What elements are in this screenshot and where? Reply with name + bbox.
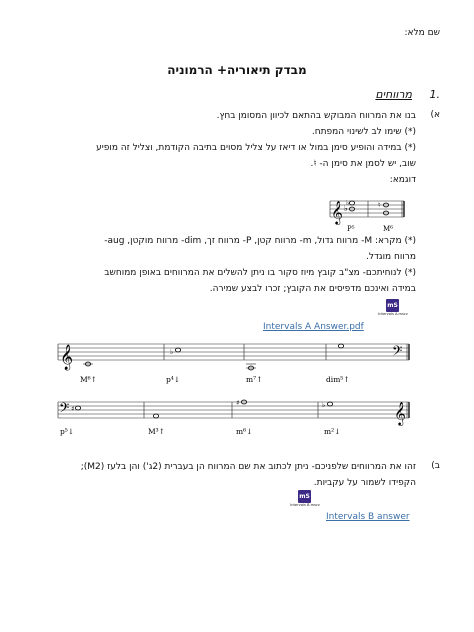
interval-label: M⁶↑ bbox=[80, 375, 97, 384]
svg-text:♭: ♭ bbox=[344, 204, 348, 213]
svg-text:♯: ♯ bbox=[236, 399, 240, 407]
interval-label: m⁶↓ bbox=[236, 427, 253, 436]
instruction-line: זהו את המרווחים שלפניכם- ניתן לכתוב את שם המרווח הן בעברית (2ג') והן בלעז (M2); bbox=[80, 462, 416, 472]
staff-treble bbox=[56, 336, 411, 388]
interval-label: m⁷↑ bbox=[246, 375, 263, 384]
instruction-line: (*) שימו לב לשינוי המפתח. bbox=[311, 127, 416, 137]
interval-label: dim⁵↑ bbox=[326, 375, 350, 384]
treble-clef-icon: 𝄞 bbox=[60, 345, 74, 370]
instruction-line: הקפידו לשמור על עקביות. bbox=[313, 478, 416, 488]
page-title: מבדק תיאוריה+ הרמוניה bbox=[167, 63, 307, 77]
svg-text:♭: ♭ bbox=[346, 199, 350, 207]
staff-bass bbox=[56, 394, 411, 440]
file-caption: Intervals B.mscz bbox=[290, 503, 320, 507]
instruction-line: דוגמא: bbox=[389, 175, 416, 185]
treble-clef-icon: 𝄞 bbox=[394, 401, 406, 425]
legend-line: במידה ואינכם מדפיסים את הקובץ; זכרו לבצע שמירה. bbox=[209, 284, 416, 294]
section-number: 1. bbox=[429, 88, 440, 101]
file-attachment-b[interactable] bbox=[285, 490, 325, 507]
full-name-label: שם מלא: bbox=[404, 28, 440, 38]
item-a-instructions bbox=[36, 108, 416, 188]
item-b-instructions bbox=[36, 459, 416, 491]
legend-line: מרווח מוגדל. bbox=[365, 252, 416, 262]
interval-label: P⁵ bbox=[347, 225, 355, 233]
item-a-legend bbox=[36, 233, 416, 297]
bass-clef-icon: 𝄢 bbox=[59, 400, 70, 419]
item-b-marker: ב) bbox=[431, 461, 440, 471]
interval-label: M³↑ bbox=[148, 427, 165, 436]
example-staff bbox=[328, 193, 406, 235]
file-caption: Intervals A.mscz bbox=[378, 312, 408, 316]
section-title: מרווחים bbox=[375, 88, 412, 101]
legend-line: (*) מקרא: M- מרווח גדול, m- מרווח קטן, P- מרווח זך, dim- מרווח מוקטן, aug- bbox=[104, 236, 416, 246]
svg-text:♭: ♭ bbox=[170, 348, 174, 356]
musescore-file-icon: mS bbox=[386, 299, 399, 312]
intervals-a-answer-link[interactable]: Intervals A Answer.pdf bbox=[263, 322, 364, 332]
svg-text:♭: ♭ bbox=[322, 401, 326, 409]
svg-text:♯: ♯ bbox=[71, 405, 75, 413]
interval-label: M⁶ bbox=[383, 225, 393, 233]
instruction-line: (*) במידה והופיע סימן במול או דיאז על צליל מסוים בתיבה הקודמת, וצליל זה מופיע bbox=[96, 143, 416, 153]
item-a-marker: א) bbox=[430, 110, 440, 120]
file-attachment-a[interactable] bbox=[373, 299, 413, 316]
svg-text:♮: ♮ bbox=[378, 201, 381, 209]
interval-label: p⁵↓ bbox=[60, 427, 75, 436]
treble-clef-icon: 𝄞 bbox=[331, 200, 343, 224]
musescore-file-icon: mS bbox=[298, 490, 311, 503]
legend-line: (*) לנוחיתכם- מצ"ב קובץ מיוז סקור בו ניתן להשלים את המרווחים באופן ממוחשב bbox=[104, 268, 416, 278]
interval-label: p⁴↓ bbox=[166, 375, 181, 384]
intervals-b-answer-link[interactable]: Intervals B answer bbox=[326, 512, 410, 522]
instruction-line: בנו את המרווח המבוקש בהתאם לכיוון המסומן בחץ. bbox=[216, 111, 416, 121]
instruction-line: שוב, יש לסמן את סימן ה- ♮. bbox=[310, 159, 416, 169]
interval-label: m²↓ bbox=[324, 427, 341, 436]
bass-clef-icon: 𝄢 bbox=[392, 343, 403, 362]
